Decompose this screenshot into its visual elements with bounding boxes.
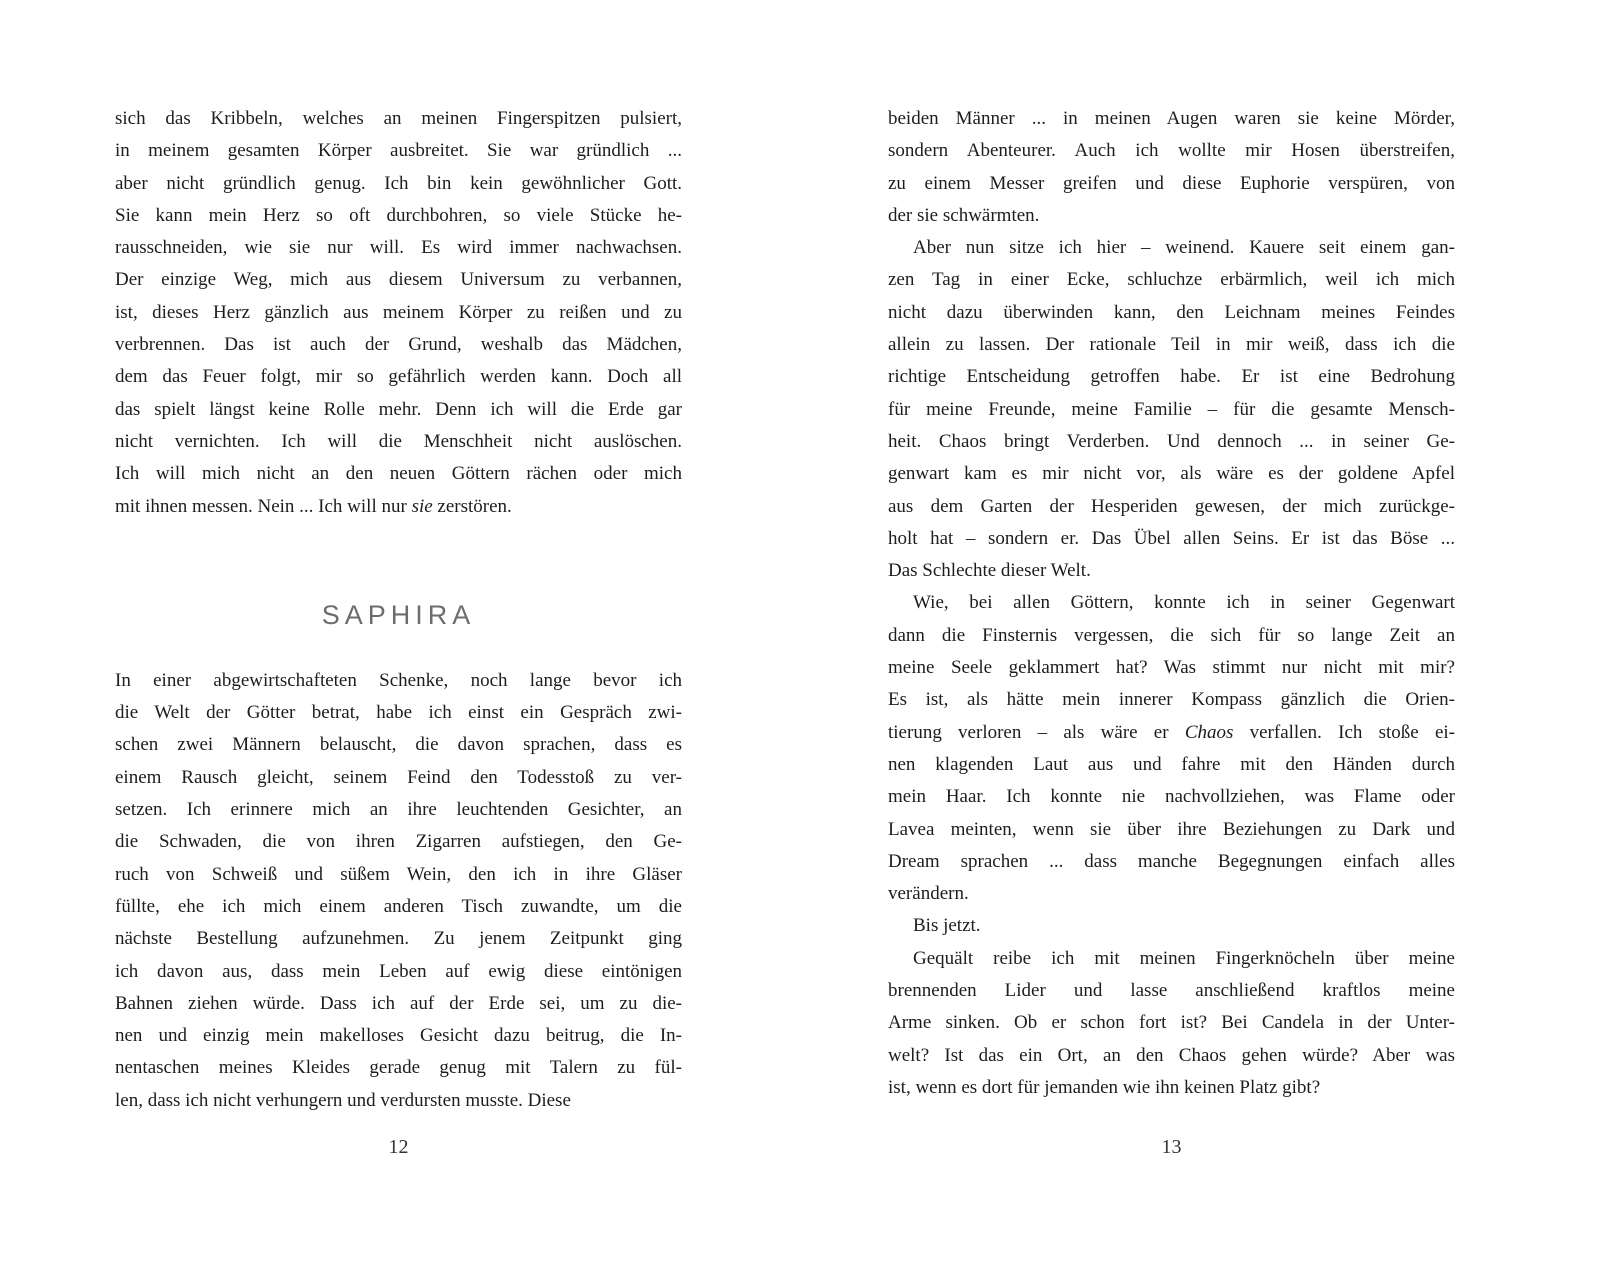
text-line: nen klagenden Laut aus und fahre mit den Händen durch [888,753,1455,775]
text-line: ich davon aus, dass mein Leben auf ewig diese eintönigen [115,960,682,982]
text-line: nicht dazu überwinden kann, den Leichnam meines Feindes [888,301,1455,323]
text-line: rausschneiden, wie sie nur will. Es wird immer nachwachsen. [115,237,682,259]
text-line: der sie schwärmten. [888,204,1040,226]
text-line: verändern. [888,883,969,905]
text-line: die Schwaden, die von ihren Zigarren aufstiegen, den Ge- [115,831,682,853]
text-line: nicht vernichten. Ich will die Menschheit nicht auslöschen. [115,430,682,452]
text-line: Es ist, als hätte mein innerer Kompass gänzlich die Orien- [888,689,1455,711]
text-line: sondern Abenteurer. Auch ich wollte mir Hosen überstreifen, [888,140,1455,162]
paragraph [888,587,1455,910]
text-line: zen Tag in einer Ecke, schluchze erbärmlich, weil ich mich [888,269,1455,291]
paragraph [888,943,1455,1104]
paragraph [115,103,682,523]
text-line: ist, wenn es dort für jemanden wie ihn keinen Platz gibt? [888,1076,1321,1098]
text-line: Arme sinken. Ob er schon fort ist? Bei Candela in der Unter- [888,1012,1455,1034]
text-line: heit. Chaos bringt Verderben. Und dennoch ... in seiner Ge- [888,430,1455,452]
text-line: dann die Finsternis vergessen, die sich für so lange Zeit an [888,624,1455,646]
text-line: richtige Entscheidung getroffen habe. Er ist eine Bedrohung [888,366,1455,388]
text-line: brennenden Lider und lasse anschließend kraftlos meine [888,980,1455,1002]
text-line: Sie kann mein Herz so oft durchbohren, so viele Stücke he- [115,204,682,226]
text-line: aus dem Garten der Hesperiden gewesen, der mich zurückge- [888,495,1455,517]
text-line: Lavea meinten, wenn sie über ihre Beziehungen zu Dark und [888,818,1455,840]
text-line: In einer abgewirtschafteten Schenke, noch lange bevor ich [115,669,682,691]
paragraph [888,103,1455,232]
text-line: das spielt längst keine Rolle mehr. Denn ich will die Erde gar [115,398,682,420]
text-line: Der einzige Weg, mich aus diesem Universum zu verbannen, [115,269,682,291]
text-line: nen und einzig mein makelloses Gesicht dazu beitrug, die In- [115,1025,682,1047]
text-line: allein zu lassen. Der rationale Teil in mir weiß, dass ich die [888,334,1455,356]
text-line: welt? Ist das ein Ort, an den Chaos gehen würde? Aber was [888,1044,1455,1066]
text-line: schen zwei Männern belauscht, die davon sprachen, dass es [115,734,682,756]
text-line: len, dass ich nicht verhungern und verdursten musste. Diese [115,1089,571,1111]
paragraph [888,232,1455,587]
text-line: Ich will mich nicht an den neuen Göttern rächen oder mich [115,463,682,485]
page-left-text-column [115,103,682,1117]
text-line: Bahnen ziehen würde. Dass ich auf der Erde sei, um zu die- [115,992,682,1014]
text-line: ruch von Schweiß und süßem Wein, den ich in ihre Gläser [115,863,682,885]
paragraph [888,910,1455,942]
page-number-right: 13 [1161,1136,1182,1158]
text-line: meine Seele geklammert hat? Was stimmt nur nicht mit mir? [888,657,1455,679]
text-line: Gequält reibe ich mit meinen Fingerknöcheln über meine [913,947,1455,969]
text-line: füllte, ehe ich mich einem anderen Tisch zuwandte, um die [115,895,682,917]
text-line: verbrennen. Das ist auch der Grund, weshalb das Mädchen, [115,334,682,356]
text-line: Das Schlechte dieser Welt. [888,560,1091,582]
text-line: beiden Männer ... in meinen Augen waren sie keine Mörder, [888,108,1455,129]
text-line: Dream sprachen ... dass manche Begegnungen einfach alles [888,850,1455,872]
page-right-text-column [888,103,1455,1104]
text-line: nächste Bestellung aufzunehmen. Zu jenem Zeitpunkt ging [115,928,682,950]
chapter-heading: SAPHIRA [321,599,476,630]
text-line: ist, dieses Herz gänzlich aus meinem Körper zu reißen und zu [115,301,682,323]
text-line: in meinem gesamten Körper ausbreitet. Sie war gründlich ... [115,140,682,162]
text-line: dem das Feuer folgt, mir so gefährlich werden kann. Doch all [115,366,682,388]
text-line: zu einem Messer greifen und diese Euphorie verspüren, von [888,172,1455,194]
text-line: Aber nun sitze ich hier – weinend. Kauere seit einem gan- [913,237,1455,259]
text-line: Bis jetzt. [913,915,981,937]
text-line: mein Haar. Ich konnte nie nachvollziehen, was Flame oder [888,786,1455,808]
paragraph [115,665,682,1117]
text-line: einem Rausch gleicht, seinem Feind den Todesstoß zu ver- [115,766,682,788]
text-line: tierung verloren – als wäre er Chaos verfallen. Ich stoße ei- [888,721,1455,743]
page-number-left: 12 [388,1136,409,1158]
text-line: für meine Freunde, meine Familie – für die gesamte Mensch- [888,398,1455,420]
text-line: mit ihnen messen. Nein ... Ich will nur sie zerstören. [115,495,512,517]
text-line: Wie, bei allen Göttern, konnte ich in seiner Gegenwart [913,592,1455,614]
text-line: die Welt der Götter betrat, habe ich einst ein Gespräch zwi- [115,702,682,724]
text-line: nentaschen meines Kleides gerade genug mit Talern zu fül- [115,1057,682,1079]
text-line: setzen. Ich erinnere mich an ihre leuchtenden Gesichter, an [115,799,682,821]
text-line: genwart kam es mir nicht vor, als wäre es der goldene Apfel [888,463,1455,485]
text-line: aber nicht gründlich genug. Ich bin kein gewöhnlicher Gott. [115,172,682,194]
text-line: holt hat – sondern er. Das Übel allen Seins. Er ist das Böse ... [888,527,1455,549]
text-line: sich das Kribbeln, welches an meinen Fingerspitzen pulsiert, [115,108,682,129]
